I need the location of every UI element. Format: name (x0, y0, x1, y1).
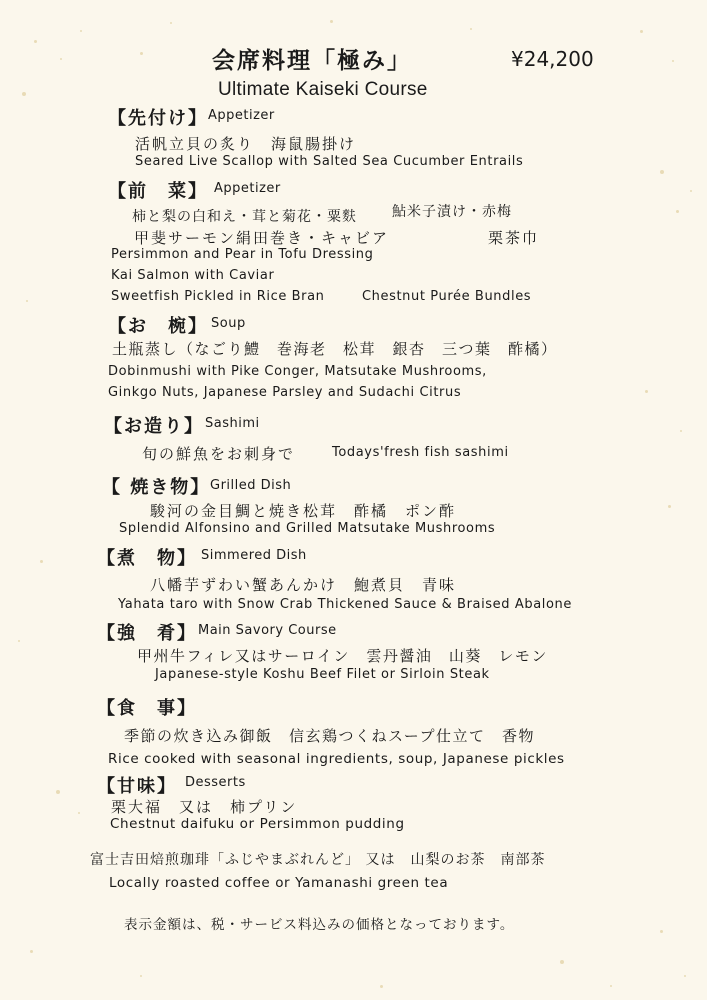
section-label-en-nimono: Simmered Dish (201, 548, 307, 563)
dish-en-zensai-1: Persimmon and Pear in Tofu Dressing (111, 247, 374, 262)
section-label-shiizakana: 【強 肴】 (97, 623, 197, 644)
dish-en-otsukuri: Todays'fresh fish sashimi (332, 445, 509, 460)
section-label-en-zensai: Appetizer (214, 181, 281, 196)
dish-en-kanmi: Chestnut daifuku or Persimmon pudding (110, 816, 405, 832)
dish-en-shiizakana: Japanese-style Koshu Beef Filet or Sirloin Steak (155, 667, 490, 682)
section-label-kanmi: 【甘味】 (97, 776, 177, 797)
dish-en-zensai-3: Sweetfish Pickled in Rice Bran (111, 289, 325, 304)
section-label-en-otsukuri: Sashimi (205, 416, 260, 431)
section-label-yakimono: 【 焼き物】 (102, 477, 211, 498)
section-label-en-owan: Soup (211, 316, 246, 331)
dish-jp-zensai-3: 甲斐サーモン絹田巻き・キャビア (134, 229, 390, 247)
dish-jp-nimono: 八幡芋ずわい蟹あんかけ 鮑煮貝 青味 (150, 576, 457, 594)
section-label-en-kanmi: Desserts (185, 775, 246, 790)
dish-en-drink: Locally roasted coffee or Yamanashi green tea (109, 875, 449, 891)
dish-jp-zensai-2: 鮎米子漬け・赤梅 (392, 204, 512, 220)
course-price: ¥24,200 (511, 47, 594, 71)
section-label-en-shiizakana: Main Savory Course (198, 623, 337, 638)
menu-subtitle: Ultimate Kaiseki Course (218, 79, 428, 100)
dish-jp-shokuji: 季節の炊き込み御飯 信玄鶏つくねスープ仕立て 香物 (124, 727, 536, 745)
dish-en-zensai-2: Kai Salmon with Caviar (111, 268, 275, 283)
dish-jp-shiizakana: 甲州牛フィレ又はサーロイン 雲丹醤油 山葵 レモン (137, 647, 548, 665)
section-label-en-yakimono: Grilled Dish (210, 478, 292, 493)
tax-service-note: 表示金額は、税・サービス料込みの価格となっております。 (124, 917, 515, 933)
section-label-shokuji: 【食 事】 (97, 698, 197, 719)
dish-en-owan-1: Dobinmushi with Pike Conger, Matsutake Mushrooms, (108, 364, 487, 379)
section-label-nimono: 【煮 物】 (97, 548, 197, 569)
menu-title: 会席料理「極み」 (212, 47, 412, 74)
section-label-zensai: 【前 菜】 (108, 181, 208, 202)
section-label-otsukuri: 【お造り】 (104, 416, 204, 437)
dish-jp-drink: 富士吉田焙煎珈琲「ふじやまぶれんど」 又は 山梨のお茶 南部茶 (90, 852, 546, 868)
dish-en-nimono: Yahata taro with Snow Crab Thickened Sauce & Braised Abalone (118, 597, 572, 612)
dish-jp-owan: 土瓶蒸し（なごり鱧 巻海老 松茸 銀杏 三つ葉 酢橘） (112, 340, 558, 358)
dish-jp-zensai-4: 栗茶巾 (488, 229, 540, 247)
dish-jp-zensai-1: 柿と梨の白和え・茸と菊花・粟麩 (132, 209, 357, 225)
dish-en-yakimono: Splendid Alfonsino and Grilled Matsutake Mushrooms (119, 521, 496, 536)
dish-jp-kanmi: 栗大福 又は 柿プリン (111, 798, 298, 816)
dish-en-zensai-4: Chestnut Purée Bundles (362, 289, 532, 304)
section-label-en-sakizuke: Appetizer (208, 108, 275, 123)
dish-jp-yakimono: 駿河の金目鯛と焼き松茸 酢橘 ポン酢 (150, 502, 457, 520)
section-label-owan: 【お 椀】 (108, 316, 208, 337)
dish-jp-otsukuri: 旬の鮮魚をお刺身で (142, 445, 296, 463)
dish-jp-sakizuke: 活帆立貝の炙り 海鼠腸掛け (135, 135, 357, 153)
dish-en-shokuji: Rice cooked with seasonal ingredients, soup, Japanese pickles (108, 751, 565, 767)
dish-en-owan-2: Ginkgo Nuts, Japanese Parsley and Sudachi Citrus (108, 385, 462, 400)
dish-en-sakizuke: Seared Live Scallop with Salted Sea Cucumber Entrails (135, 154, 524, 169)
section-label-sakizuke: 【先付け】 (108, 108, 208, 129)
